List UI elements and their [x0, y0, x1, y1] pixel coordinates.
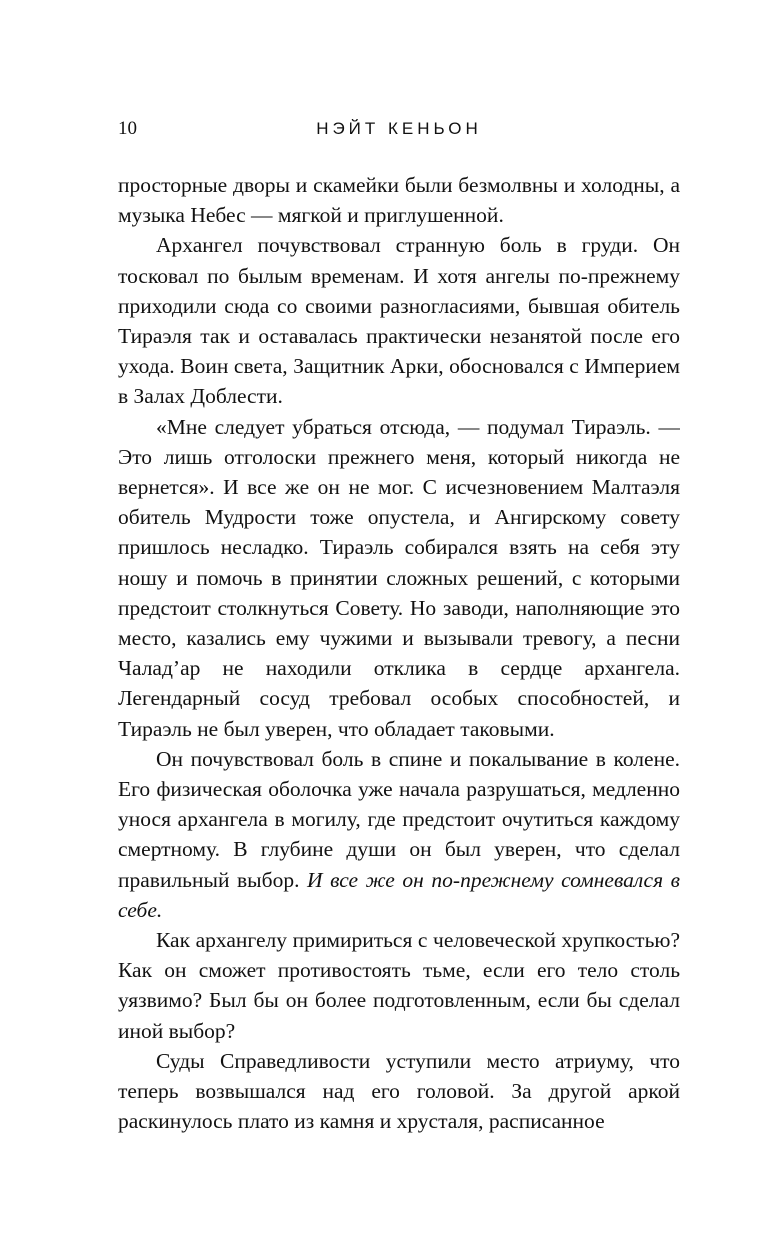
paragraph-4-italic-text: И все же он по-прежнему сомневался в себе. — [118, 867, 680, 922]
paragraph-3 — [118, 412, 680, 744]
paragraph-1 — [118, 170, 680, 230]
paragraph-3-text: «Мне следует убраться отсюда, — подумал Тираэль. — Это лишь отголоски прежнего меня, который никогда не вернется». И все же он не мог. С исчезновением Малтаэля обитель Мудрости тоже опустела, и Ангирскому совету пришлось несладко. Тираэль собирался взять на себя эту ношу и помочь в принятии сложных решений, с которыми предстоит столкнуться Совету. Но заводи, наполняющие это место, казались ему чужими и вызывали тревогу, а песни Чалад’ар не находили отклика в сердце архангела. Легендарный сосуд требовал особых способностей, и Тираэль не был уверен, что обладает таковыми. — [118, 414, 680, 741]
paragraph-2 — [118, 230, 680, 411]
paragraph-5 — [118, 925, 680, 1046]
running-title: НЭЙТ КЕНЬОН — [316, 119, 482, 138]
paragraph-5-text: Как архангелу примириться с человеческой хрупкостью? Как он сможет противостоять тьме, если его тело столь уязвимо? Был бы он более подготовленным, если бы сделал иной выбор? — [118, 928, 680, 1043]
paragraph-2-text: Архангел почувствовал странную боль в груди. Он тосковал по былым временам. И хотя ангелы по-прежнему приходили сюда со своими разногласиями, бывшая обитель Тираэля так и оставалась практически незанятой после его ухода. Воин света, Защитник Арки, обосновался с Империем в Залах Доблести. — [118, 233, 680, 409]
body-text — [118, 170, 680, 1137]
paragraph-1-text: просторные дворы и скамейки были безмолвны и холодны, а музыка Небес — мягкой и приглушенной. — [118, 173, 680, 228]
page-header — [118, 116, 680, 142]
page-number: 10 — [118, 118, 137, 139]
paragraph-4-text: Он почувствовал боль в спине и покалывание в колене. Его физическая оболочка уже начала разрушаться, медленно унося архангела в могилу, где предстоит очутиться каждому смертному. В глубине души он был уверен, что сделал правильный выбор. — [118, 746, 680, 892]
paragraph-6-text: Суды Справедливости уступили место атриуму, что теперь возвышался над его головой. За другой аркой раскинулось плато из камня и хрусталя, расписанное — [118, 1048, 680, 1134]
book-page — [118, 116, 680, 1176]
paragraph-6 — [118, 1046, 680, 1137]
paragraph-4 — [118, 744, 680, 925]
